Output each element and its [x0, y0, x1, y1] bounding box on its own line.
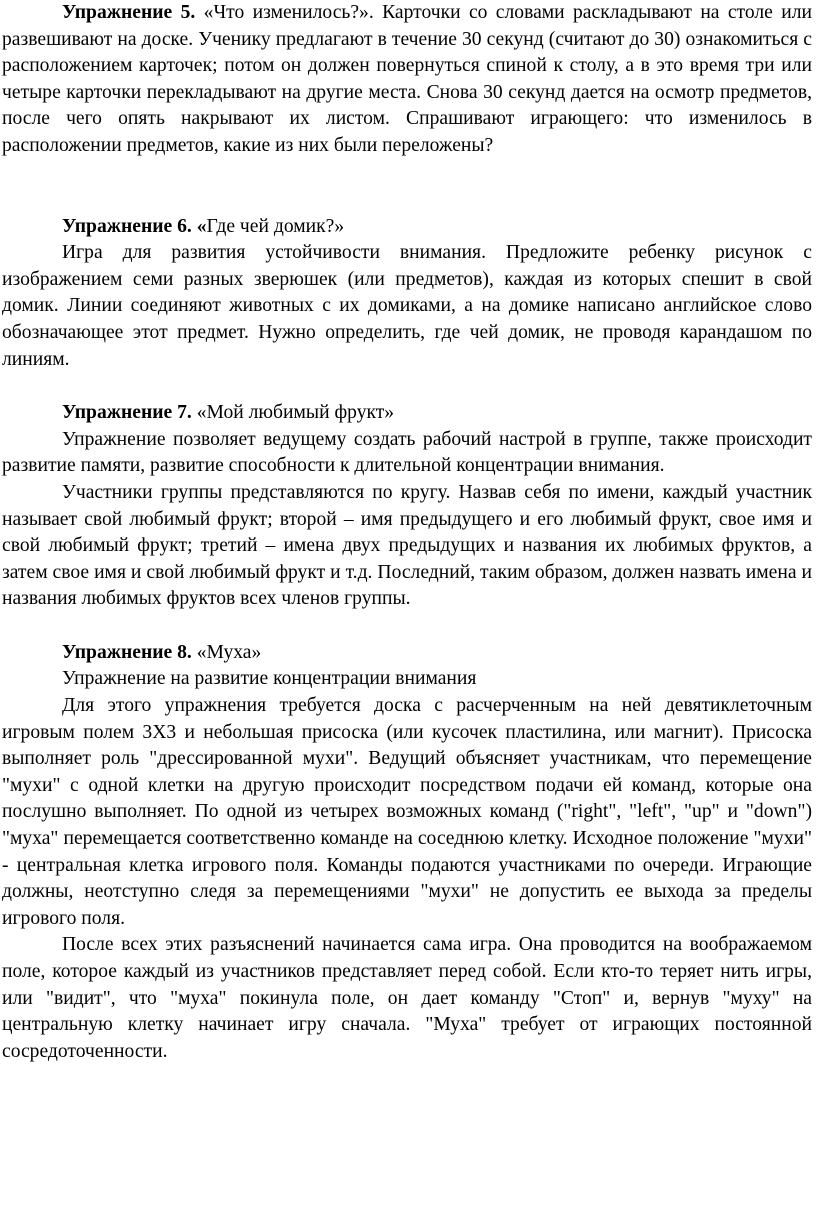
exercise-8-subtitle: «Муха»: [191, 641, 262, 663]
exercise-8-paragraph-1: Для этого упражнения требуется доска с расчерченным на ней девятиклеточным игровым полем 3Х3 и небольшая присоска (или кусочек пластилина, или магнит). Присоска выполняет роль "дрессированной мухи". Ведущий объясняет участникам, что перемещение "мухи" с одной клетки на другую происходит посредством подачи ей команд, которые она послушно выполняет. По одной из четырех возможных команд ("right", "left", "up" и "down") "муха" перемещается соответственно команде на соседнюю клетку. Исходное положение "мухи" - центральная клетка игрового поля. Команды подаются участниками по очереди. Играющие должны, неотступно следя за перемещениями "мухи" не допустить ее выхода за пределы игрового поля.: [2, 695, 812, 929]
exercise-7-heading: [2, 400, 812, 427]
exercise-8-intro: Упражнение на развитие концентрации внимания: [62, 668, 477, 690]
spacer: [2, 373, 812, 400]
exercise-7-paragraph-1: Упражнение позволяет ведущему создать рабочий настрой в группе, также происходит развитие памяти, развитие способности к длительной концентрации внимания.: [2, 428, 812, 477]
spacer: [2, 613, 812, 640]
exercise-6-heading: [2, 214, 812, 241]
exercise-5-title: Упражнение 5.: [62, 2, 196, 23]
exercise-6-subtitle: Где чей домик?»: [206, 215, 345, 237]
exercise-8-paragraph-2: После всех этих разъяснений начинается сама игра. Она проводится на воображаемом поле, которое каждый из участников представляет перед собой. Если кто-то теряет нить игры, или "видит", что "муха" покинула поле, он дает команду "Стоп" и, вернув "муху" на центральную клетку начинает игру сначала. "Муха" требует от играющих постоянной сосредоточенности.: [2, 934, 812, 1062]
exercise-7-title: Упражнение 7.: [62, 402, 192, 424]
document-page: [2, 0, 812, 1065]
exercise-8-heading: [2, 640, 812, 667]
spacer: [2, 160, 812, 214]
exercise-6-title: Упражнение 6. «: [62, 215, 207, 237]
exercise-5-text: «Что изменилось?». Карточки со словами раскладывают на столе или развешивают на доске. Ученику предлагают в течение 30 секунд (считают до 30) ознакомиться с расположением карточек; потом он должен повернуться спиной к столу, а в это время три или четыре карточки перекладывают на другие места. Снова 30 секунд дается на осмотр предметов, после чего опять накрывают их листом. Спрашивают играющего: что изменилось в расположении предметов, какие из них были переложены?: [2, 2, 812, 156]
exercise-5-paragraph: [2, 0, 812, 160]
exercise-6-paragraph: Игра для развития устойчивости внимания. Предложите ребенку рисунок с изображением семи разных зверюшек (или предметов), каждая из которых спешит в свой домик. Линии соединяют животных с их домиками, а на домике написано английское слово обозначающее этот предмет. Нужно определить, где чей домик, не проводя карандашом по линиям.: [2, 242, 812, 370]
exercise-7-subtitle: «Мой любимый фрукт»: [191, 402, 395, 424]
exercise-7-paragraph-2: Участники группы представляются по кругу. Назвав себя по имени, каждый участник называет свой любимый фрукт; второй – имя предыдущего и его любимый фрукт, свое имя и свой любимый фрукт; третий – имена двух предыдущих и названия их любимых фруктов, а затем свое имя и свой любимый фрукт и т.д. Последний, таким образом, должен назвать имена и названия любимых фруктов всех членов группы.: [2, 481, 812, 610]
exercise-8-title: Упражнение 8.: [62, 641, 192, 663]
